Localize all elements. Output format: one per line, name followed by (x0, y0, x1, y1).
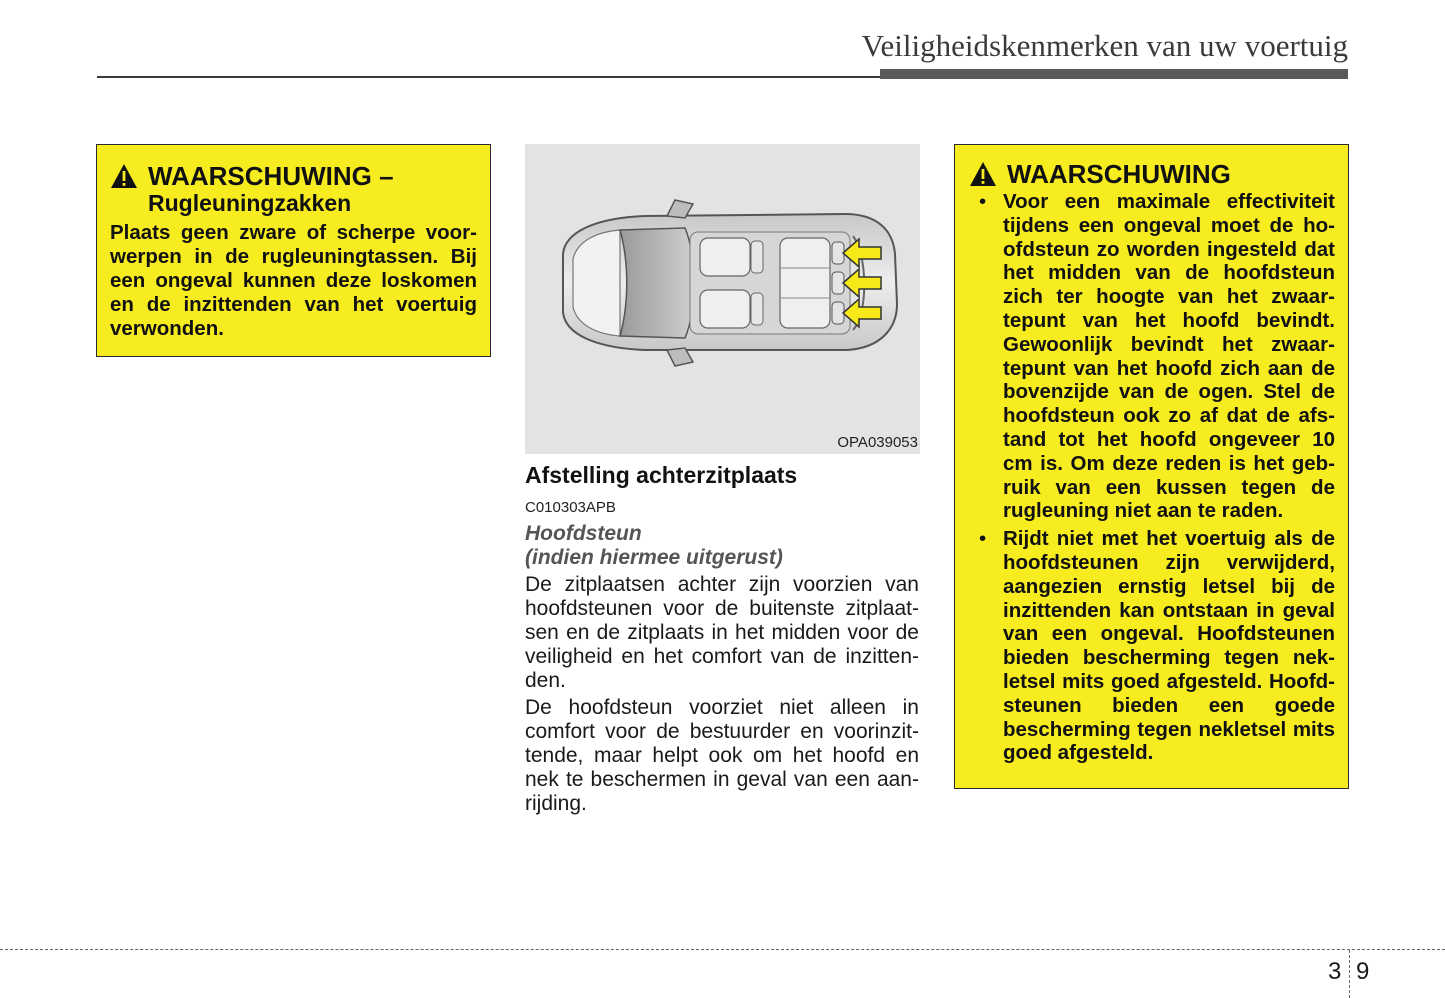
chapter-number: 3 (1328, 958, 1342, 985)
bullet-icon: • (979, 190, 987, 213)
sub-heading-line2: (indien hiermee uitgerust) (525, 546, 783, 569)
warning-title-line2: Rugleuningzakken (148, 190, 352, 216)
section-code-ref: C010303APB (525, 499, 616, 516)
warning-box-seatback-pockets (96, 144, 491, 357)
list-item (969, 190, 1335, 523)
bullet-icon: • (979, 527, 987, 551)
figure-code: OPA039053 (837, 434, 918, 451)
warning-triangle-icon (969, 161, 997, 187)
sub-heading (525, 522, 783, 570)
warning-title-line1: WAARSCHUWING – (148, 161, 394, 191)
figure-rear-headrests (525, 144, 920, 454)
sub-heading-line1: Hoofdsteun (525, 522, 642, 545)
warning-title-text: WAARSCHUWING (1007, 159, 1231, 189)
list-item-text: Voor een maximale effectiviteit tijdens een ongeval moet de hoofdsteun zo worden ingesteld dat het midden van de hoofdsteun zich ter hoogte van het zwaartepunt van het hoofd bevindt. Gewoonlijk bevindt het zwaartepunt van het hoofd zich aan de bovenzijde van de ogen. Stel de hoofdsteun ook zo af dat de afstand tot het hoofd ongeveer 10 cm is. Om deze reden is het gebruik van een kussen tegen de rugleuning niet aan te raden. (1003, 190, 1335, 523)
paragraph-1: De zitplaatsen achter zijn voorzien van hoofdsteunen voor de buitenste zitplaatsen en de zitplaats in het midden voor de veiligheid en het comfort van de inzittenden. (525, 573, 919, 692)
warning-box-headrest (954, 144, 1349, 789)
running-header-title: Veiligheidskenmerken van uw voertuig (861, 28, 1348, 63)
warning-title (969, 161, 1335, 188)
list-item (969, 527, 1335, 765)
footer-rule (0, 949, 1445, 950)
header-rule (97, 76, 882, 78)
warning-bullet-list (969, 190, 1335, 765)
page-number-separator (1349, 950, 1350, 998)
paragraph-2: De hoofdsteun voorziet niet alleen in comfort voor de bestuurder en voorinzittende, maar helpt ook om het hoofd en nek te beschermen in geval van een aanrijding. (525, 696, 919, 815)
car-top-view-illustration (525, 144, 920, 444)
header-rule-accent (880, 69, 1348, 79)
warning-triangle-icon (110, 163, 138, 189)
list-item-text: Rijdt niet met het voertuig als de hoofdsteunen zijn verwijderd, aangezien ernstig letsel bij de inzittenden kan ontstaan in geval van een ongeval. Hoofdsteunen bieden bescherming tegen nekletsel mits goed afgesteld. Hoofdsteunen bieden een goede bescherming tegen nekletsel mits goed afgesteld. (1003, 527, 1335, 765)
warning-title (110, 159, 477, 217)
page-number: 9 (1356, 958, 1370, 985)
section-heading: Afstelling achterzitplaats (525, 462, 798, 488)
warning-body: Plaats geen zware of scherpe voorwerpen in de rugleuningtassen. Bij een ongeval kunnen deze loskomen en de inzittenden van het voertuig verwonden. (110, 221, 477, 340)
